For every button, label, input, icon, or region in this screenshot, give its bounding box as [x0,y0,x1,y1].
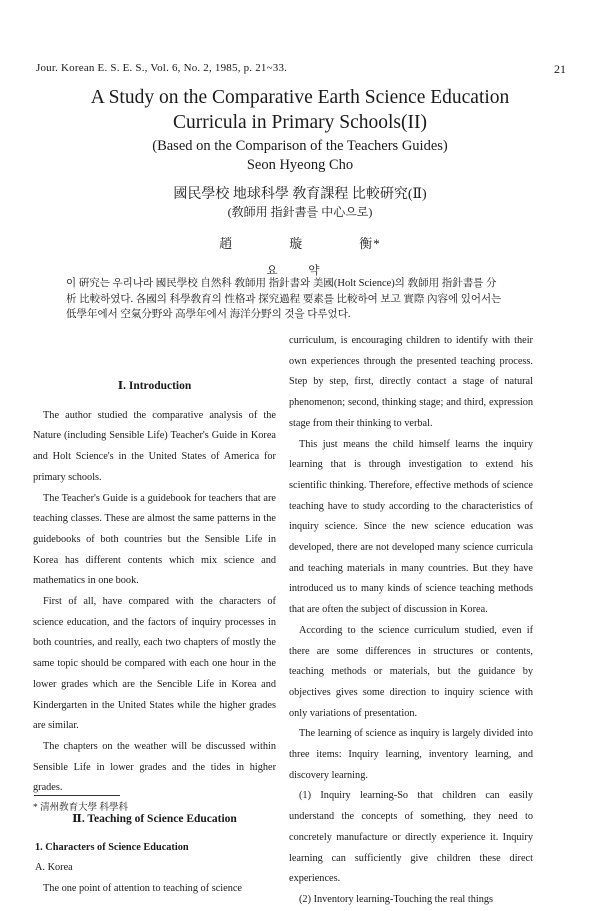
paragraph: First of all, have compared with the characters of science education, and the factors of inquiry processes in both countries, and really, each two chapters of mostly the same topic should be compared with each one hour in the lower grades which are the Sencible Life in Korea and Kindergarten in the United States while the higher grades are similar. [33,596,276,732]
paragraph: The author studied the comparative analysis of the Nature (including Sensible Life) Teacher's Guide in Korea and Holt Science's in the United States of America for primary schools. [33,409,276,483]
paper-title-line-2: Curricula in Primary Schools(II) [173,112,427,133]
author-name: Seon Hyeong Cho [246,157,354,173]
korean-title: 國民學校 地球科學 敎育課程 比較硏究(Ⅱ) [173,187,427,202]
paper-title-line-1: A Study on the Comparative Earth Science Education [90,87,510,108]
abstract-line: 低學年에서 空氣分野와 高學年에서 海洋分野의 것을 다루었다. [66,309,351,320]
paragraph: (1) Inquiry learning-So that children can easily understand the concepts of something, they need to concretely manufacture or directly experience it. Inquiry learning can sufficiently give children these direct experiences. [289,790,533,885]
paragraph: The Teacher's Guide is a guidebook for teachers that are teaching classes. These are almost the same patterns in the guidebooks of both countries but the Sensible Life in Korea has different contents which mix science and mathematics in one book. [33,492,276,587]
paper-subtitle: (Based on the Comparison of the Teachers Guides) [152,138,448,154]
paragraph: (2) Inventory learning-Touching the real things [299,893,494,905]
author-char: 璇 [289,236,304,251]
paragraph: The one point of attention to teaching of science [43,883,243,895]
left-column [33,376,276,900]
subsubsection-heading: A. Korea [35,862,73,874]
right-column [289,331,533,911]
author-char: 衡* [359,236,381,251]
section-heading-introduction: Ⅰ. Introduction [117,380,192,392]
journal-citation: Jour. Korean E. S. E. S., Vol. 6, No. 2, 1985, p. 21~33. [36,62,288,74]
paragraph: The learning of science as inquiry is largely divided into three items: Inquiry learning, inventory learning, and discovery learning. [289,728,533,781]
abstract-line: 이 硏究는 우리나라 國民學校 自然科 敎師用 指針書와 美國(Holt Science)의 敎師用 指針書를 分 [66,278,497,289]
section-heading-teaching: Ⅱ. Teaching of Science Education [72,813,237,826]
page-number: 21 [554,62,566,76]
abstract-line: 析 比較하였다. 各國의 科學敎育의 性格과 探究過程 要素를 比較하여 보고 實際 內容에 있어서는 [66,293,502,305]
author-char: 趙 [219,236,234,251]
footnote-rule [34,795,120,796]
korean-subtitle: (敎師用 指針書를 中心으로) [227,205,373,219]
paragraph: The chapters on the weather will be discussed within Sensible Life in lower grades and the tides in higher grades. [33,740,276,794]
paragraph: curriculum, is encouraging children to identify with their own experiences through the presented teaching process. Step by step, first, directly contact a stage of natural phenomenon; second, thinking stage; and third, expression stage from their thinking to verbal. [289,335,533,429]
abstract-label: 요 약 [266,265,334,277]
footnote: * 淸州敎育大學 科學科 [33,803,129,813]
abstract [66,276,536,323]
paragraph: According to the science curriculum studied, even if there are some differences in structures or contents, teaching methods or materials, but the guidance by objectives gives some direction to inquiry science with only variations of presentation. [289,624,533,719]
paragraph: This just means the child himself learns the inquiry learning that is through investigation to extend his scientific thinking. Therefore, effective methods of science teaching have to study according to the characteristics of inquiry science. Since the new science education was developed, there are not developed many science curricula and teaching materials in many countries. But they have introduced us to many kinds of science teaching methods that are often the subject of discussion in Korea. [289,438,533,616]
subsection-heading: 1. Characters of Science Education [35,841,189,853]
korean-author [0,233,600,252]
